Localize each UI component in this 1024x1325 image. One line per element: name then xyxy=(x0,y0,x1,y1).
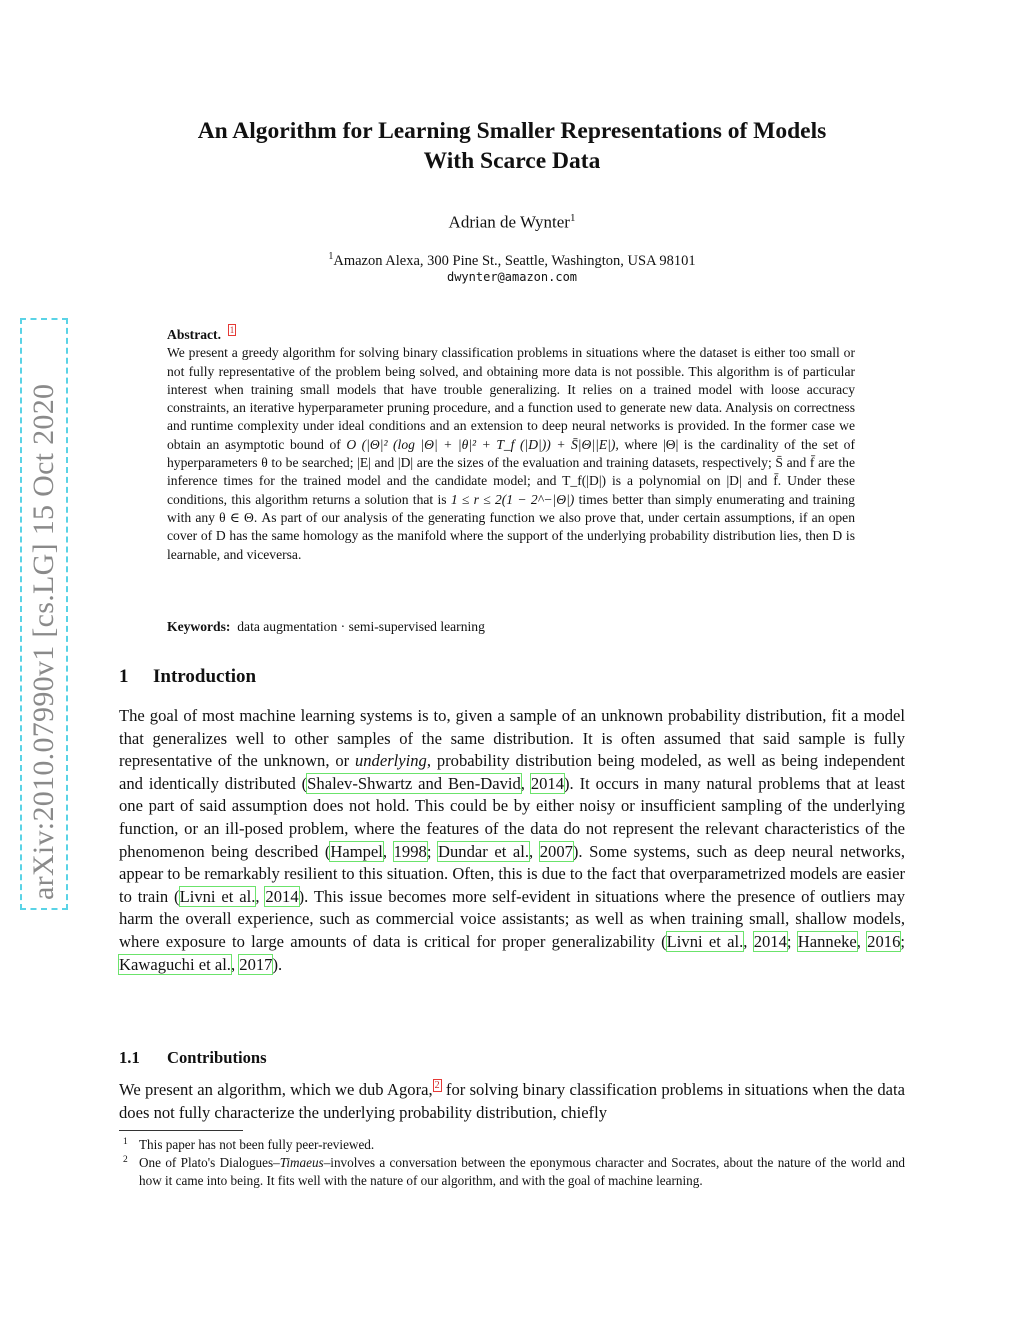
abstract-math-ratio: 1 ≤ r ≤ 2(1 − 2^−|Θ|) xyxy=(450,491,575,507)
abstract-text-3: times better than simply enumerating and training with any θ ∈ Θ. As part of our analysis of the generating function we also prove that, under certain assumptions, if an open cover of D has the same homology as the manifold where the support of the underlying probability distribution lies, then D is learnable, and viceversa. xyxy=(167,491,855,562)
abstract-label: Abstract. xyxy=(167,327,221,342)
abstract-text-2: where |Θ| is the cardinality of the set of hyperparameters θ to be searched; |E| and |D| are the sizes of the evaluation and training datasets, respectively; S̄ and f̄ are the inference times for the trained model and the candidate model; and T_f(|D|) is a polynomial on |D| and f̄. Under these conditions, this algorithm returns a solution that is xyxy=(167,436,855,507)
citation-link[interactable]: Shalev-Shwartz and Ben-David xyxy=(307,773,521,793)
citation-link[interactable]: Livni et al. xyxy=(666,931,744,951)
title-line-2: With Scarce Data xyxy=(423,148,601,174)
keywords-label: Keywords: xyxy=(167,619,231,634)
arxiv-identifier[interactable]: arXiv:2010.07990v1 [cs.LG] 15 Oct 2020 xyxy=(27,383,60,900)
abstract-math-bound: O (|Θ|² (log |Θ| + |θ|² + T_f (|D|)) + S̄|Θ||E|), xyxy=(346,436,619,452)
footnote-link-1[interactable]: 1 xyxy=(229,325,235,336)
abstract-text-1: We present a greedy algorithm for solving binary classification problems in situations where the dataset is either too small or not fully representative of the problem being solved, and obtaining more data is not possible. This algorithm is of particular interest when training small models that have trouble generalizing. It relies on a trained model with loose accuracy constraints, an iterative hyperparameter pruning procedure, and a function used to generate new data. Analysis on correctness and runtime complexity under ideal conditions and an extension to deep neural networks is provided. In the former case we obtain an asymptotic bound of xyxy=(167,345,855,452)
citation-year-link[interactable]: 1998 xyxy=(393,841,427,861)
citation-link[interactable]: Livni et al. xyxy=(179,886,256,906)
section-title: Introduction xyxy=(153,666,257,687)
subsection-number: 1.1 xyxy=(119,1048,140,1067)
citation-sep: ; xyxy=(426,841,438,861)
citation-link[interactable]: Hanneke xyxy=(797,931,857,951)
intro-text: The goal of most machine learning systems is to, given a sample of an unknown probability distribution, fit a model that generalizes well to other samples of the same distribution. It is often assumed that said sample is fully representative of the unknown, or xyxy=(119,706,905,771)
citation-sep: , xyxy=(529,841,540,861)
citation-link[interactable]: Dundar et al. xyxy=(438,841,529,861)
contrib-text: for solving binary classification problems in situations when the data does not fully characterize the underlying probability distribution, chiefly xyxy=(119,1080,905,1122)
citation-sep: , xyxy=(382,841,394,861)
contrib-text: We present an algorithm, which we dub Agora, xyxy=(119,1080,433,1099)
citation-link[interactable]: Kawaguchi et al. xyxy=(119,954,231,974)
author-email[interactable]: dwynter@amazon.com xyxy=(446,270,578,284)
subsection-title: Contributions xyxy=(167,1048,267,1067)
citation-sep: ; xyxy=(900,931,905,951)
abstract xyxy=(167,326,855,564)
citation-year-link[interactable]: 2014 xyxy=(265,886,299,906)
footnote-emphasis: Timaeus xyxy=(279,1155,324,1170)
author-affil-mark: 1 xyxy=(569,212,576,224)
affil-text: Amazon Alexa, 300 Pine St., Seattle, Washington, USA 98101 xyxy=(333,252,696,269)
citation-sep: , xyxy=(230,954,240,974)
subsection-heading-contributions xyxy=(119,1048,267,1068)
citation-year-link[interactable]: 2017 xyxy=(239,954,273,974)
affil-mark: 1 xyxy=(328,251,334,262)
footnote-rule xyxy=(119,1130,243,1131)
footnotes xyxy=(119,1136,905,1190)
paper-title xyxy=(119,116,905,176)
footnote-2 xyxy=(119,1154,905,1190)
footnote-mark: 1 xyxy=(123,1137,128,1147)
intro-text: ). It occurs in many natural problems that at least one part of said assumption does not hold. This could be by either noisy or insufficient sampling of the underlying function, or an ill-posed problem, where the features of the data do not represent the relevant characteristics of the phenomenon being described ( xyxy=(119,773,905,861)
citation-sep: , xyxy=(856,931,868,951)
contributions-paragraph xyxy=(119,1079,905,1124)
section-number: 1 xyxy=(119,666,129,687)
citation-sep: , xyxy=(743,931,754,951)
footnote-text: One of Plato's Dialogues– xyxy=(139,1155,280,1170)
author-line xyxy=(119,212,905,233)
intro-text: ). This issue becomes more self-evident in situations where the presence of outliers may harm the overall experience, such as commercial voice assistants; as well as when training small, shallow models, where exposure to large amounts of data is critical for proper generalizability ( xyxy=(119,886,906,951)
keywords-text: data augmentation · semi-supervised learning xyxy=(237,619,485,634)
affiliation xyxy=(119,251,905,270)
citation-sep: , xyxy=(520,773,531,793)
keywords xyxy=(167,619,855,635)
citation-link[interactable]: Hampel xyxy=(330,841,383,861)
citation-year-link[interactable]: 2014 xyxy=(753,931,787,951)
intro-text: ). xyxy=(272,954,283,974)
citation-year-link[interactable]: 2014 xyxy=(530,773,565,793)
footnote-mark: 2 xyxy=(123,1155,128,1165)
citation-sep: , xyxy=(255,886,266,906)
author-name: Adrian de Wynter xyxy=(448,212,570,232)
title-line-1: An Algorithm for Learning Smaller Representations of Models xyxy=(197,118,827,144)
footnote-text: –involves a conversation between the eponymous character and Socrates, about the nature of the world and how it came into being. It fits well with the nature of our algorithm, and with the goal of machine learning. xyxy=(139,1155,906,1188)
intro-text: , probability distribution being modeled, as well as being independent and identically distributed ( xyxy=(119,751,905,793)
introduction-paragraph xyxy=(119,705,905,976)
section-heading-introduction xyxy=(119,666,256,688)
intro-emphasis: underlying xyxy=(354,751,427,771)
citation-year-link[interactable]: 2007 xyxy=(539,841,573,861)
footnote-1 xyxy=(119,1136,905,1154)
citation-sep: ; xyxy=(786,931,798,951)
intro-text: ). Some systems, such as deep neural networks, appear to be remarkably resilient to this situation. Often, this is due to the fact that overparametrized models are easier to train ( xyxy=(119,841,906,906)
footnote-link-2[interactable]: 2 xyxy=(434,1080,440,1092)
citation-year-link[interactable]: 2016 xyxy=(867,931,901,951)
footnote-text: This paper has not been fully peer-reviewed. xyxy=(139,1137,375,1152)
